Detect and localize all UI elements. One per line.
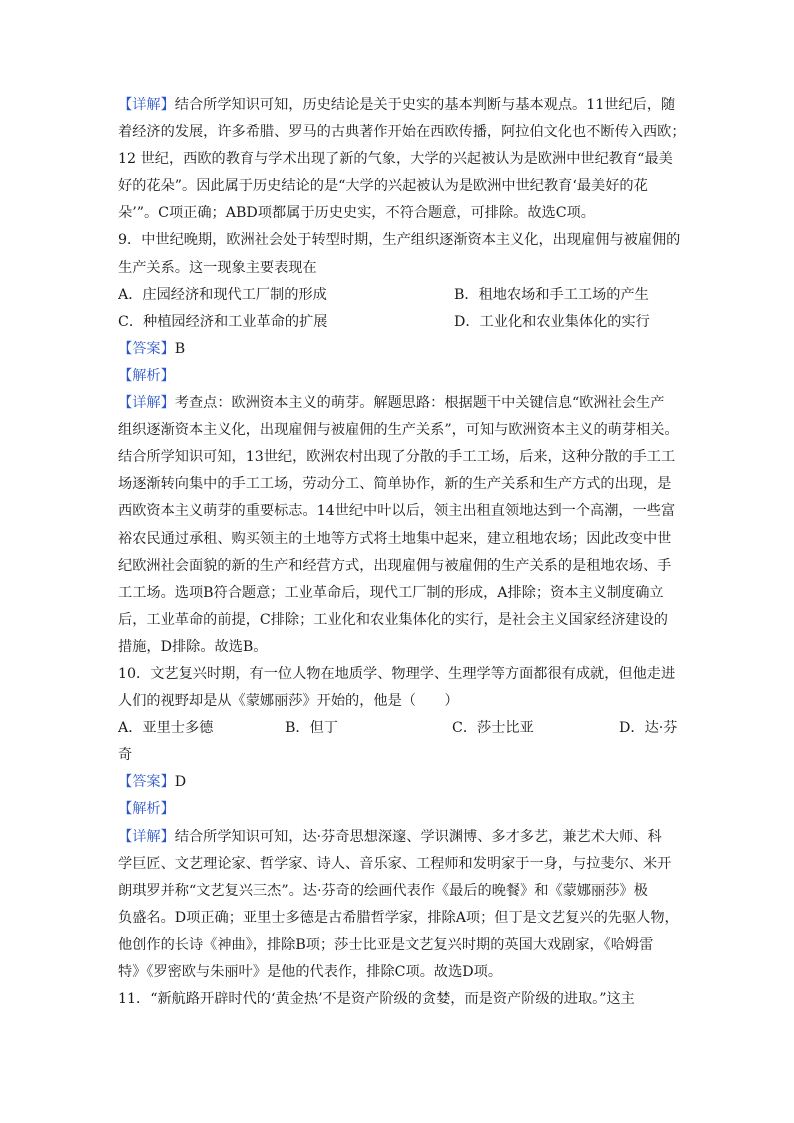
line-text: 特》《罗密欧与朱丽叶》是他的代表作，排除C项。故选D项。 [118,964,503,980]
text-line [118,688,678,715]
answer-options-row [118,715,678,742]
text-line [118,824,678,851]
line-text: 学巨匠、文艺理论家、哲学家、诗人、音乐家、工程师和发明家于一身，与拉斐尔、米开 [118,855,672,872]
text-line [118,959,678,986]
answer-option: C．种植园经济和工业革命的扩展 [118,313,328,330]
text-line [118,932,678,959]
section-label-line [118,796,678,823]
line-text: 负盛名。D项正确；亚里士多德是古希腊哲学家，排除A项；但丁是文艺复兴的先驱人物， [118,909,679,926]
line-text: 裕农民通过承租、购买领主的土地等方式将土地集中起来，建立租地农场；因此改变中世 [118,530,672,547]
section-label-line [118,363,678,390]
line-text: 人们的视野却是从《蒙娜丽莎》开始的，他是（ ） [118,693,459,710]
text-line [118,986,678,1013]
text-line [118,851,678,878]
answer-option: A．庄园经济和现代工厂制的形成 [118,286,327,303]
line-text: 纪欧洲社会面貌的新的生产和经营方式，出现雇佣与被雇佣的生产关系的是租地农场、手 [118,557,672,574]
answer-option: D．工业化和农业集体化的实行 [454,313,650,330]
line-text: 着经济的发展，许多希腊、罗马的古典著作开始在西欧传播，阿拉伯文化也不断传入西欧； [118,124,686,141]
line-text: 场逐渐转向集中的手工工场，劳动分工、简单协作，新的生产关系和生产方式的出现，是 [118,476,672,493]
line-text: 工工场。选项B符合题意；工业革命后，现代工厂制的形成，A排除；资本主义制度确立 [118,584,664,601]
text-line [118,227,681,254]
line-text: 9．中世纪晚期，欧洲社会处于转型时期，生产组织逐渐资本主义化，出现雇佣与被雇佣的 [118,232,681,249]
answer-option: C．莎士比亚 [452,720,534,737]
text-line [118,878,678,905]
text-line [118,580,678,607]
section-tag: 【详解】 [118,395,175,412]
line-text: 他创作的长诗《神曲》，排除B项；莎士比亚是文艺复兴时期的英国大戏剧家，《哈姆雷 [118,936,654,953]
answer-option: A．亚里士多德 [118,720,214,737]
text-line [118,200,678,227]
line-text: 西欧资本主义萌芽的重要标志。14世纪中叶以后，领主出租直领地达到一个高潮，一些富 [118,503,676,520]
answer-option: B．租地农场和手工工场的产生 [454,286,649,303]
line-text: 朵’”。C项正确；ABD项都属于历史史实，不符合题意，可排除。故选C项。 [118,205,595,222]
text-line [118,173,678,200]
text-line [118,661,678,688]
line-text: 后，工业革命的前提，C排除；工业化和农业集体化的实行，是社会主义国家经济建设的 [118,611,668,628]
line-text: D [174,774,187,791]
text-line [118,905,678,932]
section-tag: 【答案】 [118,340,175,357]
line-text: 朗琪罗并称“文艺复兴三杰”。达·芬奇的绘画代表作《最后的晚餐》和《蒙娜丽莎》极 [118,882,648,899]
text-line [118,634,678,661]
text-line [118,146,678,173]
answer-options-row [118,309,678,336]
section-label-line [118,336,678,363]
answer-option: B．但丁 [285,720,338,737]
document-page [118,92,686,1013]
text-line [118,607,678,634]
line-text: 考查点：欧洲资本主义的萌芽。解题思路：根据题干中关键信息“欧洲社会生产 [174,395,665,412]
line-text: 结合所学知识可知，13世纪，欧洲农村出现了分散的手工工场，后来，这种分散的手工工 [118,449,676,466]
text-line [118,417,678,444]
line-text: 组织逐渐资本主义化，出现雇佣与被雇佣的生产关系”，可知与欧洲资本主义的萌芽相关。 [118,422,679,439]
answer-options-row [118,282,678,309]
section-tag: 【解析】 [118,367,175,384]
answer-option: D．达·芬 [619,720,678,737]
text-line [118,742,678,769]
line-text: 10．文艺复兴时期，有一位人物在地质学、物理学、生理学等方面都很有成就，但他走进 [118,665,676,682]
section-label-line [118,769,678,796]
text-line [118,119,686,146]
line-text: 12 世纪，西欧的教育与学术出现了新的气象，大学的兴起被认为是欧洲中世纪教育“最美 [118,151,673,168]
section-tag: 【详解】 [118,97,175,113]
section-tag: 【解析】 [118,801,175,818]
line-text: 11．“新航路开辟时代的‘黄金热’不是资产阶级的贪婪，而是资产阶级的进取。”这主 [118,991,635,1008]
line-text: 措施，D排除。故选B。 [118,638,268,655]
text-line [118,553,678,580]
text-line [118,471,678,498]
section-tag: 【详解】 [118,828,175,845]
line-text: 结合所学知识可知，历史结论是关于史实的基本判断与基本观点。11世纪后，随 [174,97,676,113]
text-line [118,255,678,282]
line-text: 结合所学知识可知，达·芬奇思想深邃、学识渊博、多才多艺，兼艺术大师、科 [174,828,662,845]
text-line [118,92,678,119]
line-text: 奇 [118,747,133,764]
text-line [118,526,678,553]
text-line [118,498,678,525]
line-text: 好的花朵”。因此属于历史结论的是“大学的兴起被认为是欧洲中世纪教育‘最美好的花 [118,178,648,195]
line-text: 生产关系。这一现象主要表现在 [118,259,317,276]
text-line [118,390,678,417]
line-text: B [174,340,186,357]
text-line [118,444,678,471]
section-tag: 【答案】 [118,774,175,791]
